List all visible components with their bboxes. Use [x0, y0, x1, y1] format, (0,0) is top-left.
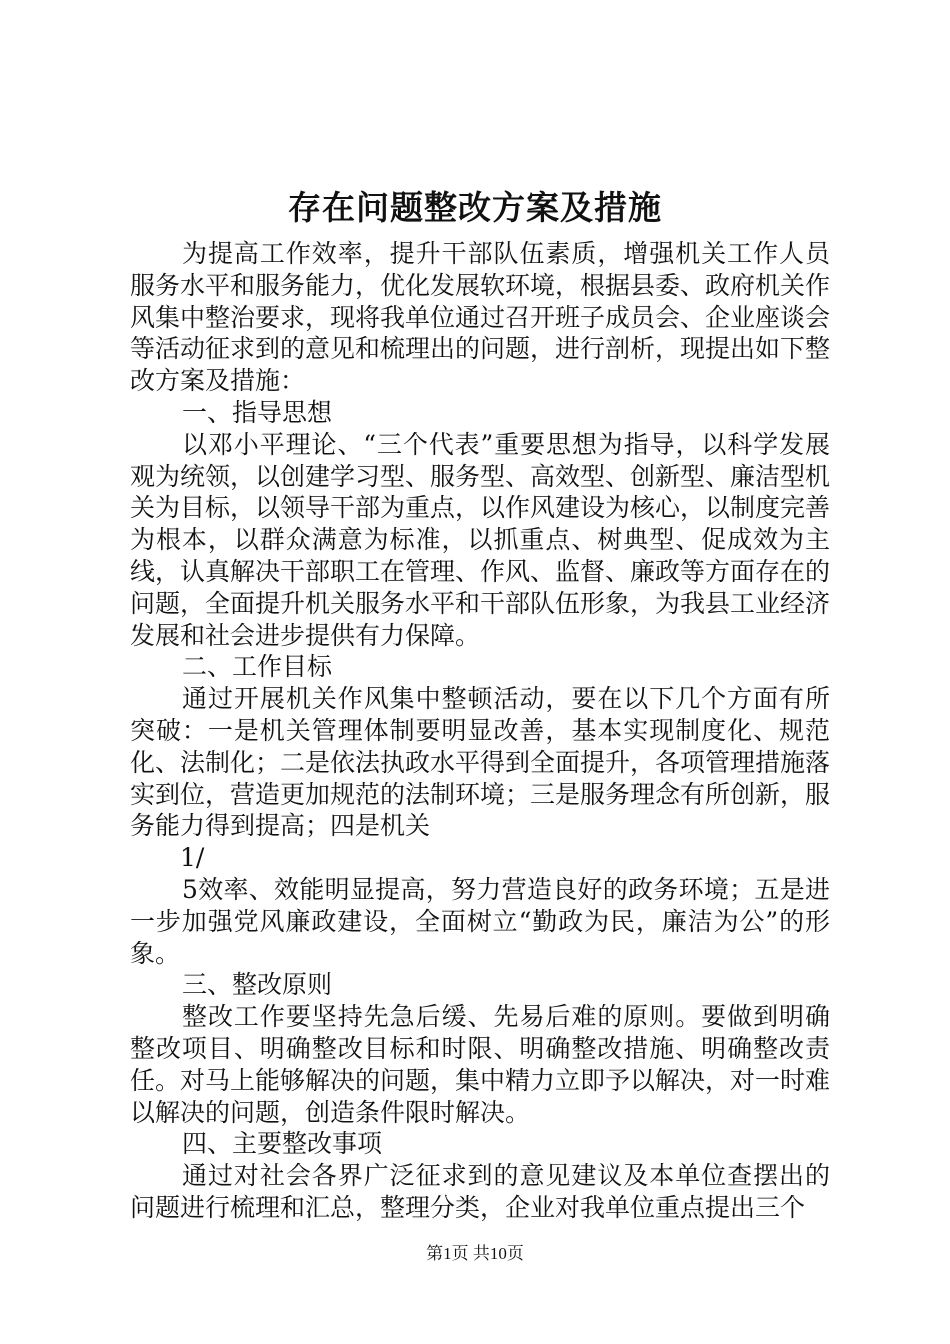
main-items-paragraph: 通过对社会各界广泛征求到的意见建议及本单位查摆出的问题进行梳理和汇总，整理分类，企业对我单位重点提出三个	[130, 1161, 830, 1222]
section-heading-guiding-ideology: 一、指导思想	[182, 397, 333, 427]
work-goals-continued-paragraph: 5效率、效能明显提高，努力营造良好的政务环境；五是进一步加强党风廉政建设，全面树立“勤政为民，廉洁为公”的形象。	[130, 874, 830, 968]
page-footer: 第1页 共10页	[426, 1244, 524, 1263]
document-body	[130, 238, 830, 1224]
section-heading-principles: 三、整改原则	[182, 970, 333, 1000]
section-heading-main-items: 四、主要整改事项	[182, 1129, 383, 1159]
page-break-marker: 1/	[180, 843, 205, 873]
work-goals-paragraph: 通过开展机关作风集中整顿活动，要在以下几个方面有所突破：一是机关管理体制要明显改善，基本实现制度化、规范化、法制化；二是依法执政水平得到全面提升，各项管理措施落实到位，营造更加规范的法制环境；三是服务理念有所创新，服务能力得到提高；四是机关	[130, 684, 831, 841]
principles-paragraph: 整改工作要坚持先急后缓、先易后难的原则。要做到明确整改项目、明确整改目标和时限、明确整改措施、明确整改责任。对马上能够解决的问题，集中精力立即予以解决，对一时难以解决的问题，创造条件限时解决。	[130, 1002, 831, 1127]
document-title: 存在问题整改方案及措施	[288, 188, 662, 227]
intro-paragraph: 为提高工作效率，提升干部队伍素质，增强机关工作人员服务水平和服务能力，优化发展软环境，根据县委、政府机关作风集中整治要求，现将我单位通过召开班子成员会、企业座谈会等活动征求到的意见和梳理出的问题，进行剖析，现提出如下整改方案及措施：	[130, 239, 831, 396]
section-heading-work-goals: 二、工作目标	[182, 652, 333, 682]
guiding-ideology-paragraph: 以邓小平理论、“三个代表”重要思想为指导，以科学发展观为统领，以创建学习型、服务型、高效型、创新型、廉洁型机关为目标，以领导干部为重点，以作风建设为核心，以制度完善为根本，以群众满意为标准，以抓重点、树典型、促成效为主线，认真解决干部职工在管理、作风、监督、廉政等方面存在的问题，全面提升机关服务水平和干部队伍形象，为我县工业经济发展和社会进步提供有力保障。	[130, 429, 831, 650]
